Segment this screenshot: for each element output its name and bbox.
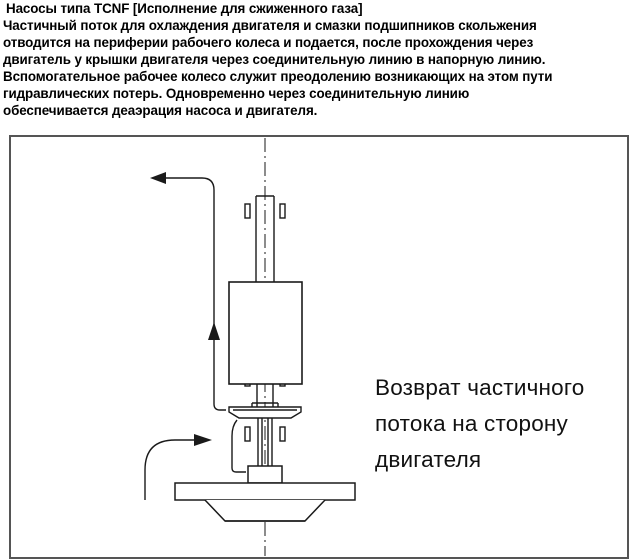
paragraph-line: двигатель у крышки двигателя через соединительную линию в напорную линию. (3, 52, 546, 67)
caption-line: Возврат частичного (375, 375, 585, 400)
caption-line: двигателя (375, 447, 482, 472)
document-header (3, 0, 637, 119)
figure-caption (375, 370, 584, 478)
paragraph-line: Вспомогательное рабочее колесо служит преодолению возникающих на этом пути (3, 69, 553, 84)
flow-up-arrowhead (208, 322, 220, 340)
paragraph-line: гидравлических потерь. Одновременно через соединительную линию (3, 86, 470, 101)
paragraph-line: обеспечивается деаэрация насоса и двигателя. (3, 103, 318, 118)
motor-block (229, 282, 302, 384)
caption-line: потока на сторону (375, 411, 568, 436)
paragraph-line: отводится на периферии рабочего колеса и подается, после прохождения через (3, 35, 534, 50)
main-impeller (175, 466, 355, 521)
document-title: Насосы типа TCNF [Исполнение для сжиженного газа] (6, 1, 363, 16)
return-flow-path (164, 178, 226, 410)
flow-outlet-arrowhead (150, 172, 166, 184)
paragraph-line: Частичный поток для охлаждения двигателя и смазки подшипников скольжения (3, 18, 537, 33)
flow-inlet-arrowhead (194, 434, 212, 446)
